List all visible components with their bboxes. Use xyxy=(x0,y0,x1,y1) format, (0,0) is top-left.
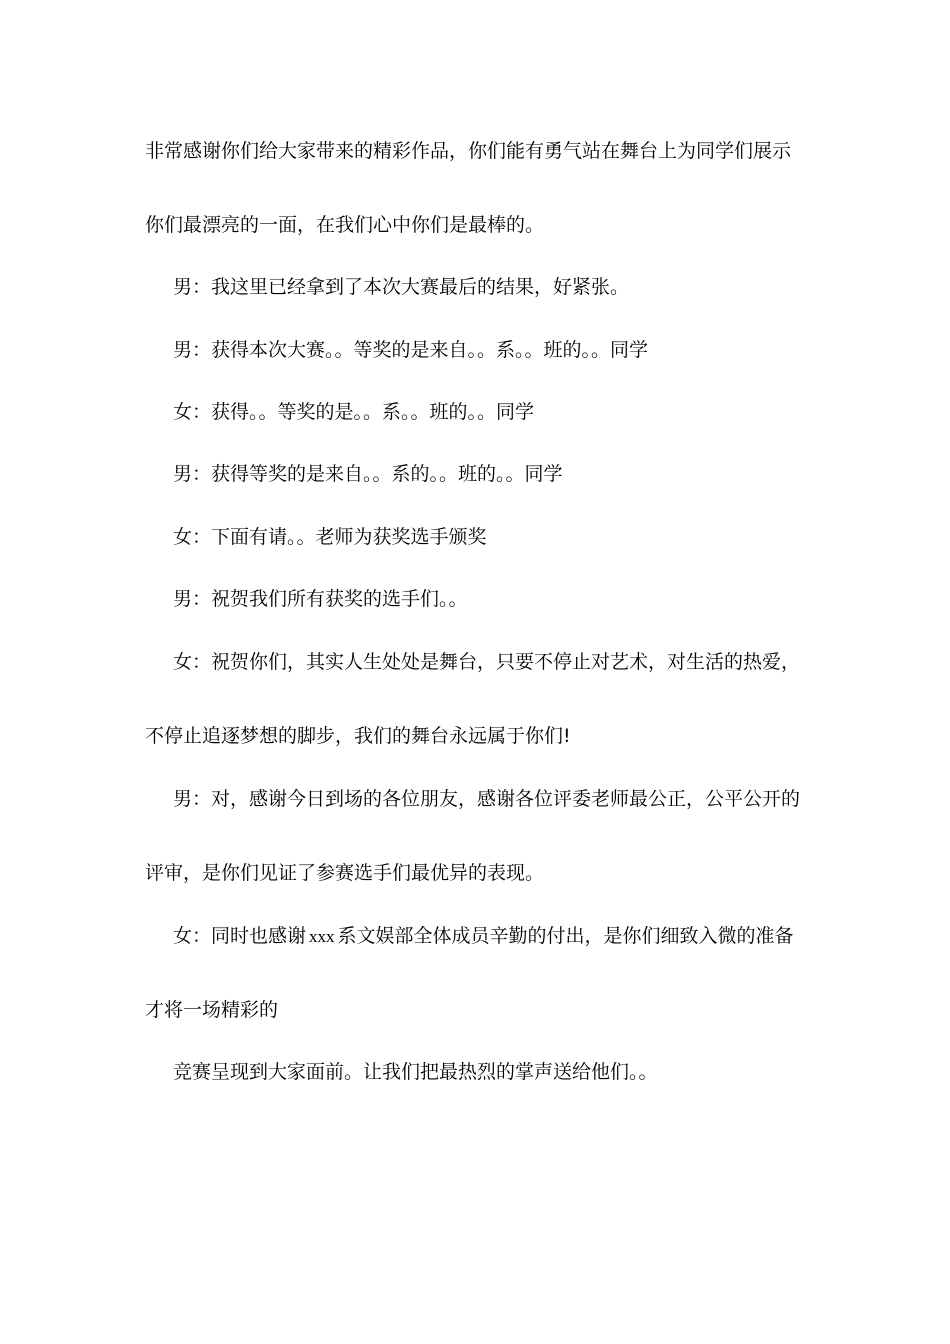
dialogue-line-male-5-cont: 评审，是你们见证了参赛选手们最优异的表现。 xyxy=(145,862,545,884)
dialogue-line-male-2: 男：获得本次大赛。。等奖的是来自。。系。。班的。。同学 xyxy=(173,339,649,361)
dialogue-line-female-2: 女：下面有请。。老师为获奖选手颁奖 xyxy=(173,526,487,548)
dialogue-line-male-4: 男：祝贺我们所有获奖的选手们。。 xyxy=(173,588,468,610)
dialogue-line-female-4-cont-2: 竞赛呈现到大家面前。让我们把最热烈的掌声送给他们。。 xyxy=(173,1061,658,1083)
paragraph-line-1: 非常感谢你们给大家带来的精彩作品，你们能有勇气站在舞台上为同学们展示 xyxy=(145,140,792,162)
dialogue-line-female-4 xyxy=(173,924,794,949)
dialogue-line-female-3: 女：祝贺你们，其实人生处处是舞台，只要不停止对艺术，对生活的热爱， xyxy=(173,651,801,673)
paragraph-line-2: 你们最漂亮的一面，在我们心中你们是最棒的。 xyxy=(145,214,545,236)
dialogue-line-female-1: 女：获得。。等奖的是。。系。。班的。。同学 xyxy=(173,401,535,423)
dialogue-line-male-1: 男：我这里已经拿到了本次大赛最后的结果，好紧张。 xyxy=(173,276,630,298)
dialogue-line-female-3-cont: 不停止追逐梦想的脚步，我们的舞台永远属于你们! xyxy=(145,725,571,747)
dialogue-line-female-4-before: 女：同时也感谢 xyxy=(173,925,307,947)
dialogue-line-female-4-after: 系文娱部全体成员辛勤的付出，是你们细致入微的准备 xyxy=(337,925,794,947)
dialogue-line-female-4-cont: 才将一场精彩的 xyxy=(145,999,279,1021)
dialogue-line-male-5: 男：对，感谢今日到场的各位朋友，感谢各位评委老师最公正，公平公开的 xyxy=(173,788,801,810)
placeholder-code: xxx xyxy=(309,927,335,946)
dialogue-line-male-3: 男：获得等奖的是来自。。系的。。班的。。同学 xyxy=(173,463,563,485)
